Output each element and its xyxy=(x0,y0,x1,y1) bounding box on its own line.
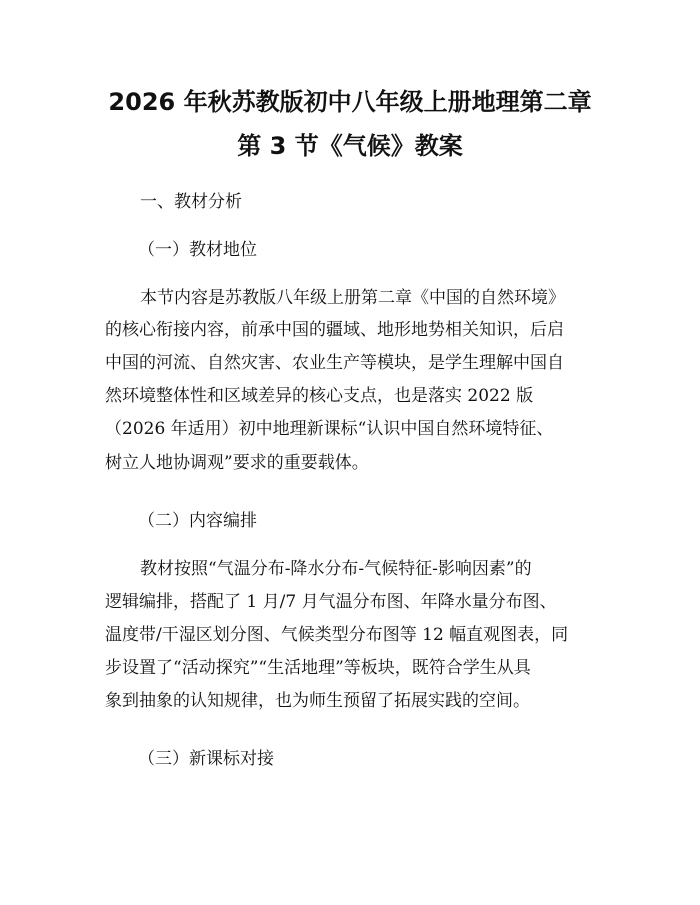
paragraph-line: 教材按照“气温分布-降水分布-气候特征-影响因素”的 xyxy=(140,559,532,579)
subsection-heading-material-position: （一）教材地位 xyxy=(138,240,257,260)
paragraph-line: 中国的河流、自然灾害、农业生产等模块，是学生理解中国自 xyxy=(105,353,564,373)
paragraph-line: 步设置了“活动探究”“生活地理”等板块，既符合学生从具 xyxy=(105,658,531,678)
paragraph-line: 树立人地协调观”要求的重要载体。 xyxy=(105,453,369,473)
document-title-line-1: 2026 年秋苏教版初中八年级上册地理第二章 xyxy=(108,88,592,116)
subsection-heading-content-arrangement: （二）内容编排 xyxy=(138,511,257,531)
document-title-line-2: 第 3 节《气候》教案 xyxy=(237,132,463,160)
subsection-heading-new-curriculum: （三）新课标对接 xyxy=(138,749,274,769)
paragraph-line: 温度带/干湿区划分图、气候类型分布图等 12 幅直观图表，同 xyxy=(105,625,569,645)
paragraph-line: （2026 年适用）初中地理新课标“认识中国自然环境特征、 xyxy=(105,419,554,439)
paragraph-line: 逻辑编排，搭配了 1 月/7 月气温分布图、年降水量分布图、 xyxy=(105,592,557,612)
paragraph-line: 的核心衔接内容，前承中国的疆域、地形地势相关知识，后启 xyxy=(105,320,564,340)
paragraph-line: 然环境整体性和区域差异的核心支点，也是落实 2022 版 xyxy=(105,386,534,406)
section-heading-teaching-material-analysis: 一、教材分析 xyxy=(140,192,242,212)
paragraph-line: 象到抽象的认知规律，也为师生预留了拓展实践的空间。 xyxy=(105,691,530,711)
paragraph-line: 本节内容是苏教版八年级上册第二章《中国的自然环境》 xyxy=(140,288,565,308)
